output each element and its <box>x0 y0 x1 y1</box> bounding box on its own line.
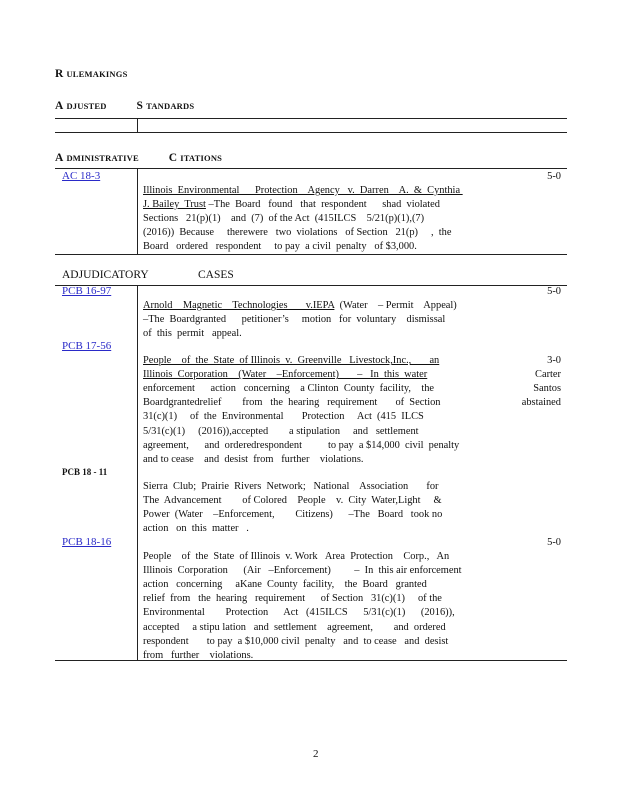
case-text-line: Environmental Protection Act (415ILCS 5/31(c)(1) (2016)), <box>143 607 455 619</box>
heading-word: ADJUDICATORY <box>62 269 149 281</box>
case-text-line: The Advancement of Colored People v. City Water,Light & <box>143 495 442 507</box>
table-column-divider <box>137 285 138 660</box>
case-text-line: Power (Water –Enforcement, Citizens) –The Board took no <box>143 509 443 521</box>
table-rule <box>55 132 567 133</box>
case-text-line: 5/31(c)(1) (2016)),accepted a stipulation and settlement <box>143 425 419 437</box>
case-text-line: (Water – Permit Appeal) <box>334 300 457 312</box>
case-text-line: action concerning aKane County facility, the Board granted <box>143 579 427 591</box>
heading-word: CASES <box>198 269 234 281</box>
heading-initial: C <box>168 152 178 164</box>
vote-count: 5-0 <box>547 537 561 548</box>
table-column-divider <box>137 168 138 254</box>
heading-initial: R <box>55 68 64 80</box>
case-text-line: Sierra Club; Prairie Rivers Network; National Association for <box>143 481 439 493</box>
heading-rest: TANDARDS <box>146 101 195 111</box>
case-text-line: agreement, and orderedrespondent to pay a $14,000 civil penalty <box>143 439 460 451</box>
case-text-line: accepted a stipu lation and settlement agreement, and ordered <box>143 621 446 633</box>
case-text-line: enforcement action concerning a Clinton County facility, the <box>143 383 435 395</box>
vote-count: 5-0 <box>547 286 561 297</box>
case-description <box>143 170 463 255</box>
vote-note: abstained <box>521 397 561 409</box>
vote-block <box>522 340 561 410</box>
case-description <box>143 536 462 663</box>
case-title-line: J. Bailey Trust <box>143 199 206 211</box>
case-link-pcb-16-97[interactable]: PCB 16-97 <box>62 285 112 297</box>
case-text-line: from further violations. <box>143 649 254 661</box>
case-text-line: –The Boardgranted petitioner’s motion for voluntary dismissal <box>143 314 446 326</box>
case-title-line: Illinois Corporation (Water –Enforcement) – In this water <box>143 369 428 381</box>
case-text-line: and to cease and desist from further violations. <box>143 453 364 465</box>
heading-initial: S <box>136 100 144 112</box>
case-text-line: People of the State of Illinois v. Work Area Protection Corp., An <box>143 551 450 563</box>
case-text-line: action on this matter . <box>143 523 249 535</box>
case-text-line: Illinois Corporation (Air –Enforcement) – In this air enforcement <box>143 565 462 577</box>
case-link-pcb-18-16[interactable]: PCB 18-16 <box>62 536 112 548</box>
table-column-divider <box>137 118 138 132</box>
page-number: 2 <box>313 748 319 760</box>
vote-note: Carter <box>535 369 561 381</box>
case-text-line: respondent to pay a $10,000 civil penalty and to cease and desist <box>143 635 449 647</box>
case-text-line: –The Board found that respondent shad violated <box>205 199 440 211</box>
case-text-line: (2016)) Because therewere two violations of Section 21(p) , the <box>143 227 452 239</box>
case-title-line: Illinois Environmental Protection Agency v. Darren A. & Cynthia <box>143 185 463 197</box>
vote-note: Santos <box>533 383 561 395</box>
rulemakings-heading <box>55 68 128 80</box>
case-link-pcb-17-56[interactable]: PCB 17-56 <box>62 340 112 352</box>
vote-count: 3-0 <box>547 355 561 367</box>
heading-rest: DJUSTED <box>66 101 107 111</box>
heading-rest: DMINISTRATIVE <box>66 153 139 163</box>
case-link-ac-18-3[interactable]: AC 18-3 <box>62 170 101 182</box>
heading-rest: ULEMAKINGS <box>66 69 128 79</box>
case-text-line: 31(c)(1) of the Environmental Protection Act (415 ILCS <box>143 411 424 423</box>
heading-initial: A <box>55 152 64 164</box>
case-text-line: Sections 21(p)(1) and (7) of the Act (415ILCS 5/21(p)(1),(7) <box>143 213 425 225</box>
vote-count: 5-0 <box>547 171 561 182</box>
heading-rest: ITATIONS <box>180 153 223 163</box>
administrative-citations-heading <box>55 152 222 164</box>
case-description <box>143 466 442 536</box>
case-text-line: relief from the hearing requirement of Section 31(c)(1) of the <box>143 593 442 605</box>
table-rule <box>55 168 567 169</box>
table-rule <box>55 118 567 119</box>
case-id-pcb-18-11: PCB 18 - 11 <box>62 467 108 477</box>
case-description <box>143 340 459 467</box>
heading-initial: A <box>55 100 64 112</box>
case-text-line: Board ordered respondent to pay a civil penalty of $3,000. <box>143 241 417 253</box>
case-title-line: People of the State of Illinois v. Greenville Livestock,Inc., an <box>143 355 440 367</box>
adjudicatory-cases-heading <box>62 269 234 281</box>
case-description <box>143 285 457 341</box>
adjusted-standards-heading <box>55 100 194 112</box>
case-title-line: Arnold Magnetic Technologies v.IEPA <box>143 300 335 312</box>
case-text-line: Boardgrantedrelief from the hearing requirement of Section <box>143 397 441 409</box>
case-text-line: of this permit appeal. <box>143 328 242 340</box>
